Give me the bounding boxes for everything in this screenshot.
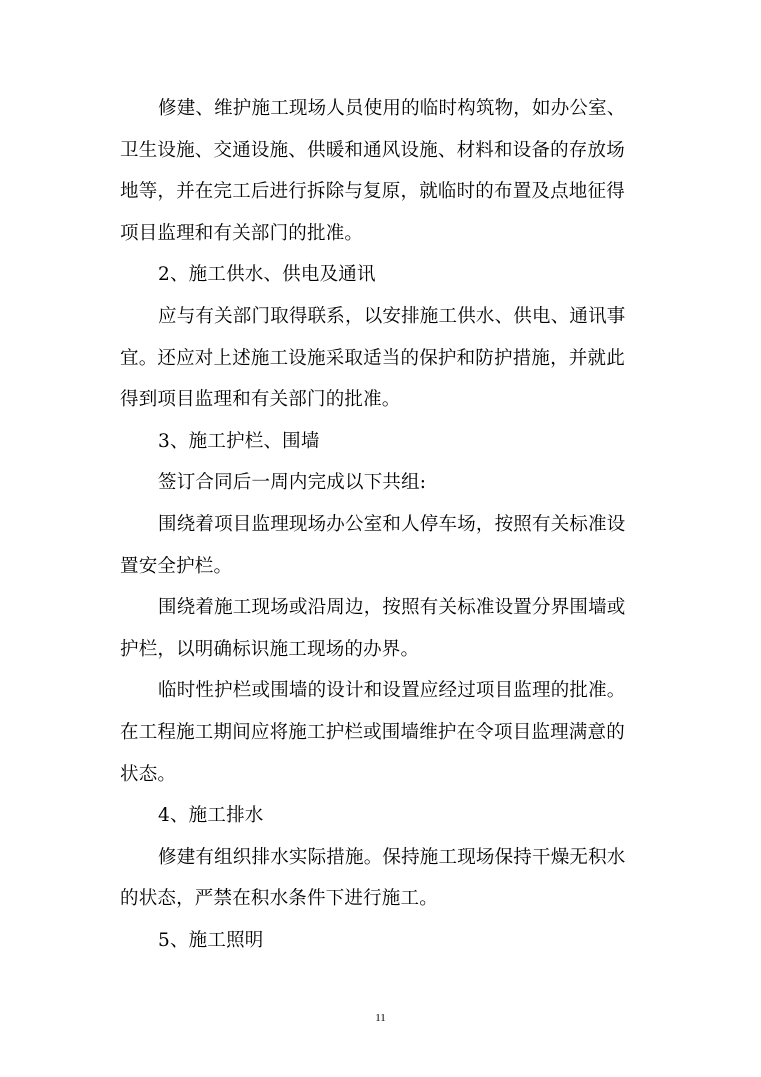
section-heading: 2、施工供水、供电及通讯 <box>158 264 376 286</box>
section-heading: 4、施工排水 <box>158 805 264 827</box>
paragraph-line: 围绕着施工现场或沿周边，按照有关标准设置分界围墙或 <box>158 597 626 619</box>
paragraph-line: 临时性护栏或围墙的设计和设置应经过项目监理的批准。 <box>158 680 626 702</box>
paragraph-line: 地等，并在完工后进行拆除与复原，就临时的布置及点地征得 <box>120 181 625 203</box>
paragraph-line: 的状态，严禁在积水条件下进行施工。 <box>120 888 438 910</box>
paragraph-line: 卫生设施、交通设施、供暖和通风设施、材料和设备的存放场 <box>120 139 625 161</box>
document-body <box>120 88 640 961</box>
paragraph-line: 修建、维护施工现场人员使用的临时构筑物，如办公室、 <box>158 98 626 119</box>
paragraph-line: 得到项目监理和有关部门的批准。 <box>120 389 401 411</box>
paragraph-line: 状态。 <box>120 763 177 785</box>
paragraph-line: 护栏，以明确标识施工现场的办界。 <box>120 638 420 660</box>
page-number: 11 <box>375 1012 386 1024</box>
section-heading: 5、施工照明 <box>158 929 264 951</box>
section-heading: 3、施工护栏、围墙 <box>158 430 320 452</box>
paragraph-line: 置安全护栏。 <box>120 555 233 577</box>
paragraph-line: 宜。还应对上述施工设施采取适当的保护和防护措施，并就此 <box>120 347 625 369</box>
paragraph-line: 项目监理和有关部门的批准。 <box>120 222 364 244</box>
paragraph-line: 修建有组织排水实际措施。保持施工现场保持干燥无积水 <box>158 846 626 868</box>
paragraph-line: 围绕着项目监理现场办公室和人停车场，按照有关标准设 <box>158 513 626 535</box>
paragraph-line: 在工程施工期间应将施工护栏或围墙维护在令项目监理满意的 <box>120 721 625 743</box>
paragraph-line: 应与有关部门取得联系，以安排施工供水、供电、通讯事 <box>158 305 626 327</box>
paragraph-line: 签订合同后一周内完成以下共组: <box>158 472 427 494</box>
